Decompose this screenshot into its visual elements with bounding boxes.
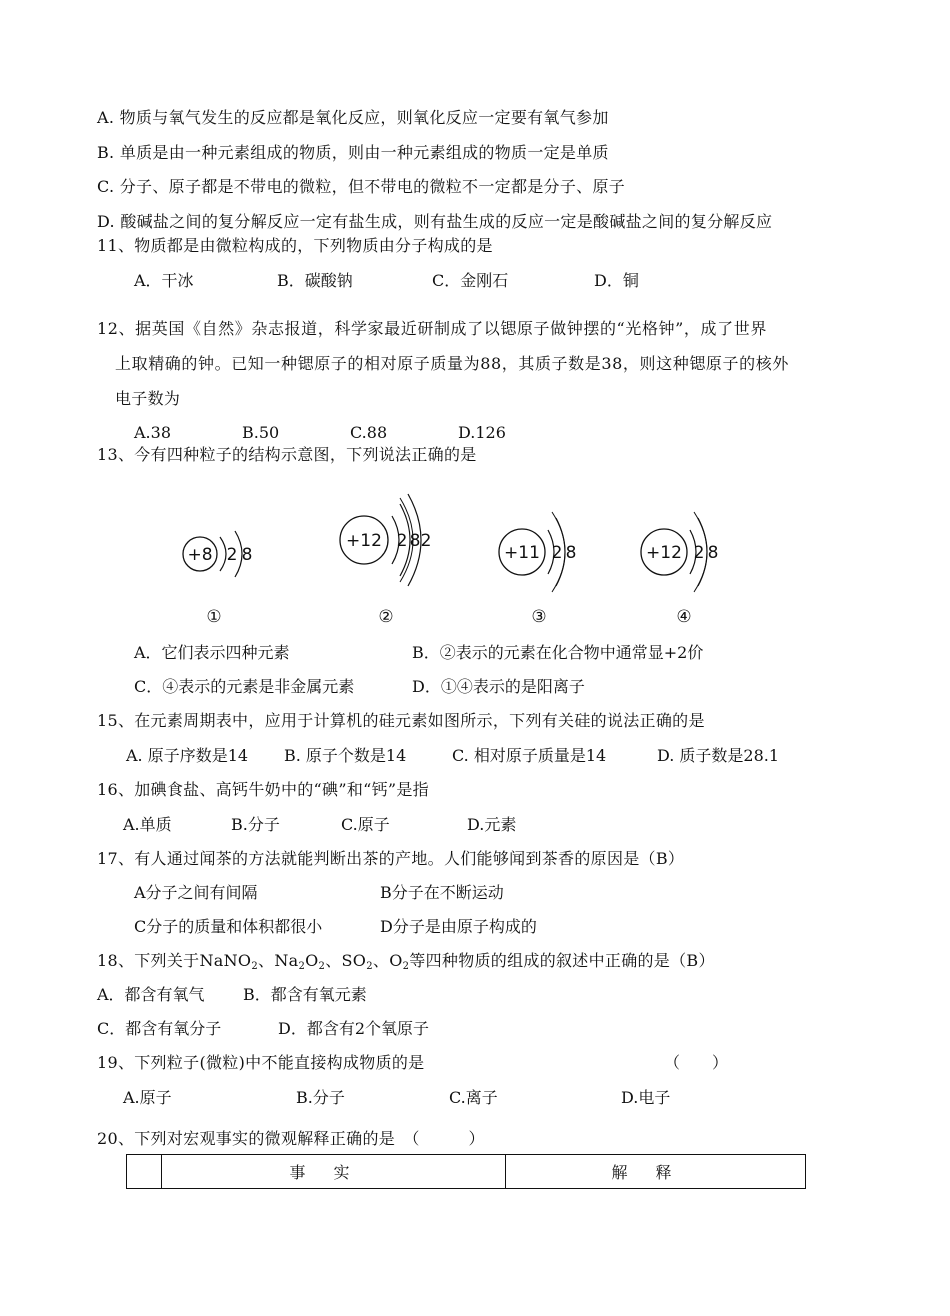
q12-option-b: B.50 [242, 423, 280, 442]
q13-stem: 13、今有四种粒子的结构示意图，下列说法正确的是 [97, 445, 477, 464]
q20-stem: 20、下列对宏观事实的微观解释正确的是 （ ） [97, 1129, 485, 1148]
q18-option-b: B．都含有氧元素 [243, 985, 367, 1004]
q12-option-a: A.38 [134, 423, 171, 442]
atom-2-shell-3: 2 [420, 531, 432, 551]
atom-1-nucleus: +8 [187, 545, 213, 565]
q13-option-c: C．④表示的元素是非金属元素 [134, 677, 355, 696]
atom-1-shell-1: 2 [226, 545, 238, 565]
q16-stem: 16、加碘食盐、高钙牛奶中的“碘”和“钙”是指 [97, 780, 429, 799]
q12-option-d: D.126 [458, 423, 506, 442]
table-header-fact: 事实 [162, 1155, 506, 1189]
atom-3-nucleus: +11 [504, 543, 540, 563]
q11-option-c: C．金刚石 [432, 271, 509, 290]
q11-option-b: B．碳酸钠 [277, 271, 353, 290]
q12-stem-line2: 上取精确的钟。已知一种锶原子的相对原子质量为88，其质子数是38，则这种锶原子的核外 [115, 354, 789, 373]
atom-4-shell-1: 2 [693, 543, 705, 563]
prev-option-a: A. 物质与氧气发生的反应都是氧化反应，则氧化反应一定要有氧气参加 [97, 108, 609, 127]
q12-option-c: C.88 [350, 423, 388, 442]
atom-4-label: ④ [676, 607, 692, 627]
q17-stem: 17、有人通过闻茶的方法就能判断出茶的产地。人们能够闻到茶香的原因是（B） [97, 849, 685, 868]
atom-diagram-3 [498, 502, 598, 602]
q15-stem: 15、在元素周期表中，应用于计算机的硅元素如图所示，下列有关硅的说法正确的是 [97, 711, 705, 730]
formula-o2: $O_2$ [389, 951, 410, 972]
atom-3-label: ③ [531, 607, 547, 627]
atom-2-nucleus: +12 [346, 531, 382, 551]
q15-option-a: A. 原子序数是14 [126, 746, 249, 765]
atom-1-shell-2: 8 [241, 545, 253, 565]
q12-stem-line1: 12、据英国《自然》杂志报道，科学家最近研制成了以锶原子做钟摆的“光格钟”，成了世界 [97, 319, 767, 338]
q17-option-d: D分子是由原子构成的 [380, 917, 537, 936]
q19-option-d: D.电子 [621, 1088, 671, 1107]
q17-option-c: C分子的质量和体积都很小 [134, 917, 323, 936]
q17-option-b: B分子在不断运动 [380, 883, 504, 902]
atom-4-shell-2: 8 [707, 543, 719, 563]
formula-nano2: NaNO$_2$ [199, 951, 258, 972]
prev-option-d: D. 酸碱盐之间的复分解反应一定有盐生成，则有盐生成的反应一定是酸碱盐之间的复分解反应 [97, 212, 773, 231]
q13-option-b: B．②表示的元素在化合物中通常显+2价 [412, 643, 704, 662]
q19-option-b: B.分子 [296, 1088, 345, 1107]
q11-stem: 11、物质都是由微粒构成的，下列物质由分子构成的是 [97, 236, 493, 255]
q18-stem: 18、下列关于NaNO$_2$、$Na_2O_2$、$SO_2$、$O_2$等四种物质的组成的叙述中正确的是（B） [97, 951, 715, 972]
atom-1-label: ① [206, 607, 222, 627]
table-header-explanation: 解释 [506, 1155, 806, 1189]
atom-3-shell-2: 8 [565, 543, 577, 563]
atom-diagram-1 [180, 510, 280, 600]
q16-option-c: C.原子 [341, 815, 390, 834]
formula-na2o2: $Na_2O_2$ [274, 951, 326, 972]
q15-option-b: B. 原子个数是14 [284, 746, 407, 765]
prev-option-b: B. 单质是由一种元素组成的物质，则由一种元素组成的物质一定是单质 [97, 143, 609, 162]
atom-2-label: ② [378, 607, 394, 627]
q19-option-c: C.离子 [449, 1088, 498, 1107]
q19-option-a: A.原子 [123, 1088, 172, 1107]
q18-option-d: D．都含有2个氧原子 [278, 1019, 430, 1038]
q18-option-a: A．都含有氧气 [97, 985, 205, 1004]
q18-option-c: C．都含有氧分子 [97, 1019, 222, 1038]
q17-option-a: A分子之间有间隔 [134, 883, 258, 902]
formula-so2: $SO_2$ [341, 951, 373, 972]
q12-stem-line3: 电子数为 [115, 389, 181, 408]
table-header-row [127, 1155, 806, 1189]
q20-table [126, 1154, 806, 1189]
prev-option-c: C. 分子、原子都是不带电的微粒，但不带电的微粒不一定都是分子、原子 [97, 177, 626, 196]
q11-option-a: A．干冰 [134, 271, 194, 290]
q15-option-c: C. 相对原子质量是14 [452, 746, 607, 765]
atom-diagram-4 [640, 502, 740, 602]
q16-option-d: D.元素 [467, 815, 517, 834]
table-header-index [127, 1155, 162, 1189]
q16-option-a: A.单质 [123, 815, 172, 834]
q13-option-a: A．它们表示四种元素 [134, 643, 290, 662]
atom-3-shell-1: 2 [551, 543, 563, 563]
q16-option-b: B.分子 [231, 815, 280, 834]
atom-4-nucleus: +12 [646, 543, 682, 563]
atom-2-shell-1: 2 [396, 531, 408, 551]
q13-option-d: D．①④表示的是阳离子 [412, 677, 585, 696]
q19-answer-blank: （ ） [664, 1053, 729, 1072]
atom-diagram-2 [338, 482, 458, 602]
q11-option-d: D．铜 [594, 271, 639, 290]
q15-option-d: D. 质子数是28.1 [657, 746, 780, 765]
q19-stem: 19、下列粒子(微粒)中不能直接构成物质的是 [97, 1053, 425, 1072]
atom-2-shell-2: 8 [409, 531, 421, 551]
